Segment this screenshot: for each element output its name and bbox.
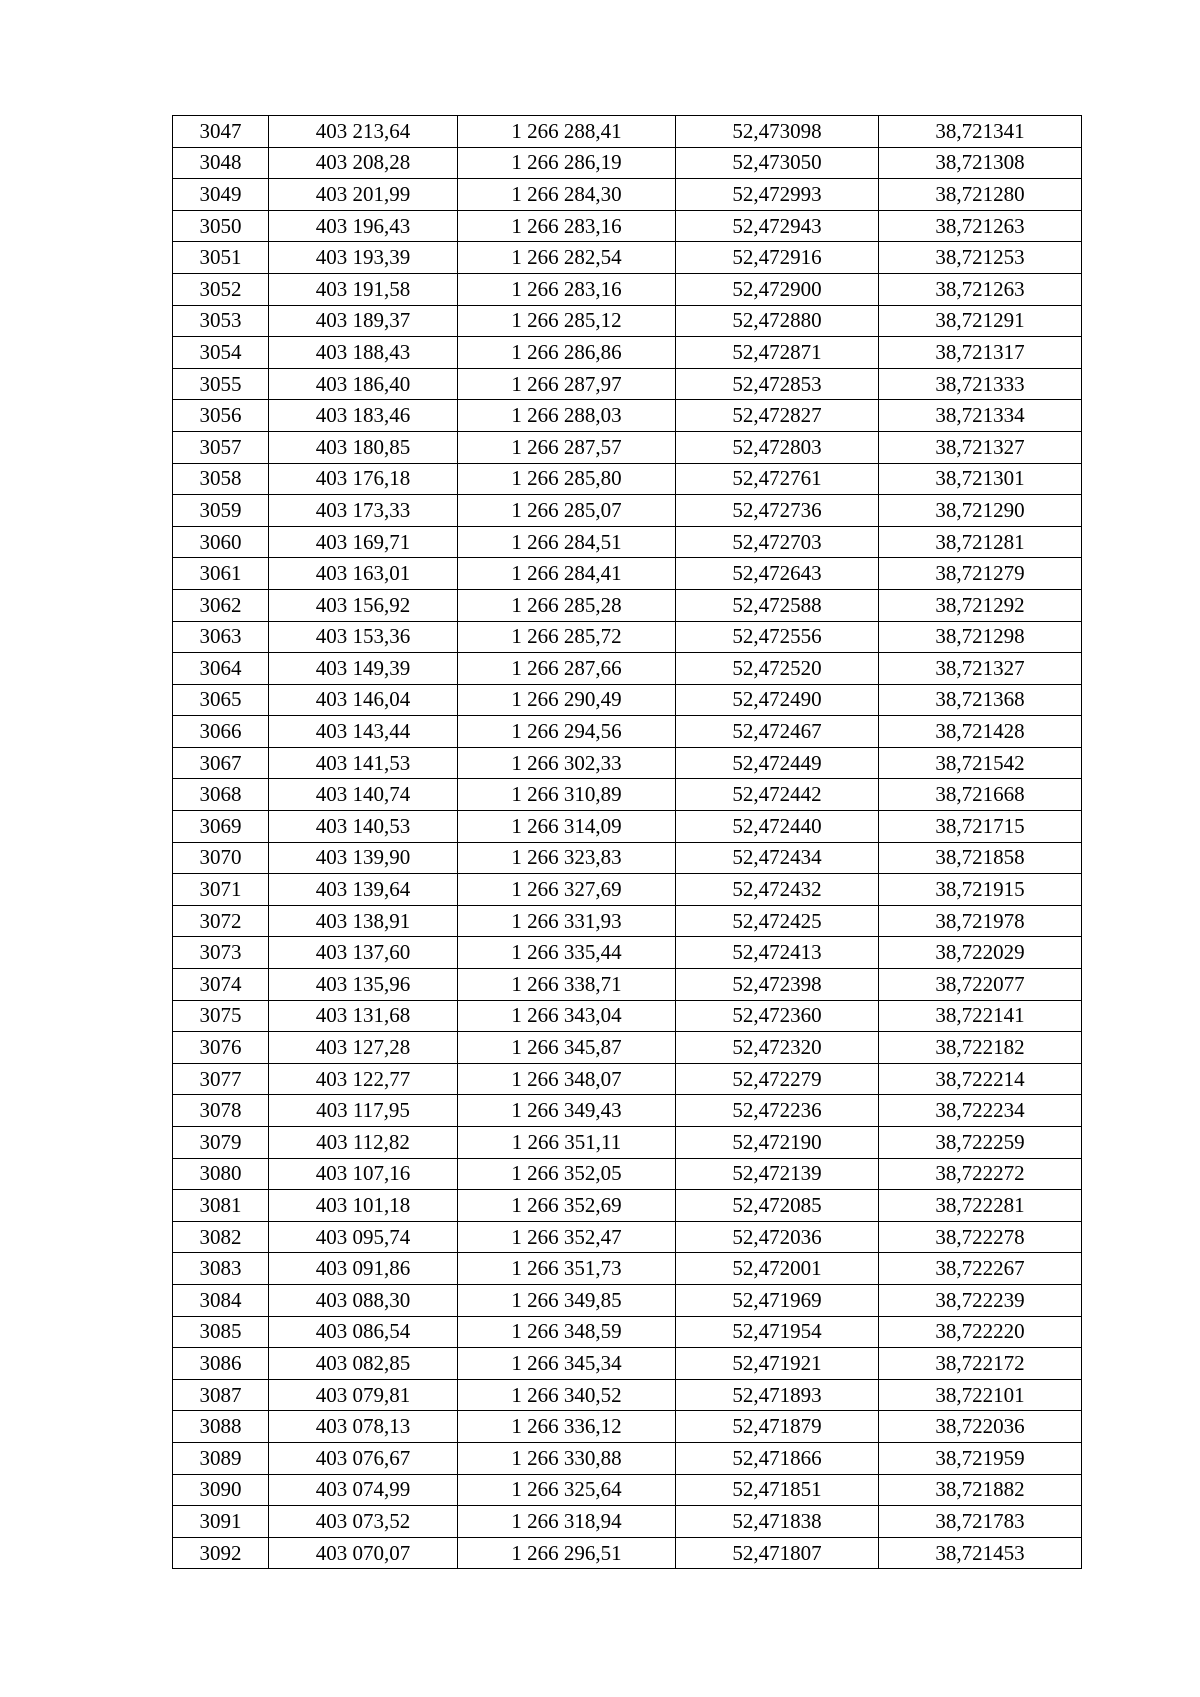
latitude-cell: 52,472036 (676, 1221, 879, 1253)
longitude-cell: 38,721279 (879, 558, 1082, 590)
x-coordinate-cell: 403 141,53 (269, 747, 458, 779)
coordinates-table-body (173, 116, 1082, 1569)
point-number-cell: 3077 (173, 1063, 269, 1095)
table-row (173, 400, 1082, 432)
x-coordinate-cell: 403 135,96 (269, 969, 458, 1001)
latitude-cell: 52,471921 (676, 1348, 879, 1380)
longitude-cell: 38,721298 (879, 621, 1082, 653)
point-number-cell: 3078 (173, 1095, 269, 1127)
x-coordinate-cell: 403 143,44 (269, 716, 458, 748)
longitude-cell: 38,721253 (879, 242, 1082, 274)
longitude-cell: 38,721301 (879, 463, 1082, 495)
table-row (173, 969, 1082, 1001)
point-number-cell: 3059 (173, 495, 269, 527)
point-number-cell: 3067 (173, 747, 269, 779)
longitude-cell: 38,721368 (879, 684, 1082, 716)
point-number-cell: 3083 (173, 1253, 269, 1285)
y-coordinate-cell: 1 266 345,34 (458, 1348, 676, 1380)
x-coordinate-cell: 403 070,07 (269, 1537, 458, 1569)
table-row (173, 1506, 1082, 1538)
y-coordinate-cell: 1 266 349,43 (458, 1095, 676, 1127)
latitude-cell: 52,471838 (676, 1506, 879, 1538)
point-number-cell: 3090 (173, 1474, 269, 1506)
y-coordinate-cell: 1 266 285,12 (458, 305, 676, 337)
longitude-cell: 38,722036 (879, 1411, 1082, 1443)
point-number-cell: 3092 (173, 1537, 269, 1569)
table-row (173, 811, 1082, 843)
latitude-cell: 52,472190 (676, 1127, 879, 1159)
latitude-cell: 52,472398 (676, 969, 879, 1001)
y-coordinate-cell: 1 266 302,33 (458, 747, 676, 779)
longitude-cell: 38,721292 (879, 589, 1082, 621)
point-number-cell: 3048 (173, 147, 269, 179)
x-coordinate-cell: 403 139,90 (269, 842, 458, 874)
y-coordinate-cell: 1 266 327,69 (458, 874, 676, 906)
longitude-cell: 38,721978 (879, 905, 1082, 937)
x-coordinate-cell: 403 208,28 (269, 147, 458, 179)
x-coordinate-cell: 403 163,01 (269, 558, 458, 590)
point-number-cell: 3057 (173, 431, 269, 463)
y-coordinate-cell: 1 266 290,49 (458, 684, 676, 716)
longitude-cell: 38,721334 (879, 400, 1082, 432)
latitude-cell: 52,472916 (676, 242, 879, 274)
x-coordinate-cell: 403 169,71 (269, 526, 458, 558)
table-row (173, 1221, 1082, 1253)
y-coordinate-cell: 1 266 352,47 (458, 1221, 676, 1253)
latitude-cell: 52,472490 (676, 684, 879, 716)
x-coordinate-cell: 403 112,82 (269, 1127, 458, 1159)
y-coordinate-cell: 1 266 284,51 (458, 526, 676, 558)
x-coordinate-cell: 403 153,36 (269, 621, 458, 653)
point-number-cell: 3063 (173, 621, 269, 653)
x-coordinate-cell: 403 201,99 (269, 179, 458, 211)
x-coordinate-cell: 403 076,67 (269, 1442, 458, 1474)
longitude-cell: 38,721915 (879, 874, 1082, 906)
longitude-cell: 38,721317 (879, 337, 1082, 369)
latitude-cell: 52,472643 (676, 558, 879, 590)
latitude-cell: 52,472703 (676, 526, 879, 558)
table-row (173, 779, 1082, 811)
latitude-cell: 52,471879 (676, 1411, 879, 1443)
latitude-cell: 52,472588 (676, 589, 879, 621)
latitude-cell: 52,472900 (676, 273, 879, 305)
y-coordinate-cell: 1 266 351,11 (458, 1127, 676, 1159)
y-coordinate-cell: 1 266 340,52 (458, 1379, 676, 1411)
longitude-cell: 38,721263 (879, 273, 1082, 305)
longitude-cell: 38,721959 (879, 1442, 1082, 1474)
latitude-cell: 52,472943 (676, 210, 879, 242)
latitude-cell: 52,472871 (676, 337, 879, 369)
point-number-cell: 3071 (173, 874, 269, 906)
point-number-cell: 3052 (173, 273, 269, 305)
x-coordinate-cell: 403 101,18 (269, 1190, 458, 1222)
x-coordinate-cell: 403 082,85 (269, 1348, 458, 1380)
x-coordinate-cell: 403 180,85 (269, 431, 458, 463)
y-coordinate-cell: 1 266 331,93 (458, 905, 676, 937)
point-number-cell: 3061 (173, 558, 269, 590)
longitude-cell: 38,722220 (879, 1316, 1082, 1348)
table-row (173, 526, 1082, 558)
point-number-cell: 3047 (173, 116, 269, 148)
latitude-cell: 52,472442 (676, 779, 879, 811)
y-coordinate-cell: 1 266 348,59 (458, 1316, 676, 1348)
table-row (173, 368, 1082, 400)
point-number-cell: 3088 (173, 1411, 269, 1443)
latitude-cell: 52,472236 (676, 1095, 879, 1127)
point-number-cell: 3073 (173, 937, 269, 969)
point-number-cell: 3069 (173, 811, 269, 843)
latitude-cell: 52,472880 (676, 305, 879, 337)
y-coordinate-cell: 1 266 336,12 (458, 1411, 676, 1443)
point-number-cell: 3064 (173, 653, 269, 685)
point-number-cell: 3068 (173, 779, 269, 811)
latitude-cell: 52,472993 (676, 179, 879, 211)
table-row (173, 305, 1082, 337)
y-coordinate-cell: 1 266 323,83 (458, 842, 676, 874)
x-coordinate-cell: 403 131,68 (269, 1000, 458, 1032)
latitude-cell: 52,473098 (676, 116, 879, 148)
point-number-cell: 3054 (173, 337, 269, 369)
y-coordinate-cell: 1 266 285,80 (458, 463, 676, 495)
longitude-cell: 38,721428 (879, 716, 1082, 748)
x-coordinate-cell: 403 191,58 (269, 273, 458, 305)
x-coordinate-cell: 403 078,13 (269, 1411, 458, 1443)
y-coordinate-cell: 1 266 286,86 (458, 337, 676, 369)
table-row (173, 874, 1082, 906)
y-coordinate-cell: 1 266 348,07 (458, 1063, 676, 1095)
point-number-cell: 3082 (173, 1221, 269, 1253)
table-row (173, 337, 1082, 369)
table-row (173, 558, 1082, 590)
point-number-cell: 3076 (173, 1032, 269, 1064)
point-number-cell: 3066 (173, 716, 269, 748)
longitude-cell: 38,722172 (879, 1348, 1082, 1380)
y-coordinate-cell: 1 266 345,87 (458, 1032, 676, 1064)
longitude-cell: 38,722281 (879, 1190, 1082, 1222)
x-coordinate-cell: 403 140,74 (269, 779, 458, 811)
table-row (173, 1411, 1082, 1443)
latitude-cell: 52,472853 (676, 368, 879, 400)
y-coordinate-cell: 1 266 349,85 (458, 1284, 676, 1316)
latitude-cell: 52,471893 (676, 1379, 879, 1411)
point-number-cell: 3058 (173, 463, 269, 495)
point-number-cell: 3084 (173, 1284, 269, 1316)
point-number-cell: 3089 (173, 1442, 269, 1474)
y-coordinate-cell: 1 266 283,16 (458, 210, 676, 242)
longitude-cell: 38,721341 (879, 116, 1082, 148)
longitude-cell: 38,722278 (879, 1221, 1082, 1253)
latitude-cell: 52,472085 (676, 1190, 879, 1222)
table-row (173, 716, 1082, 748)
y-coordinate-cell: 1 266 285,28 (458, 589, 676, 621)
table-row (173, 937, 1082, 969)
x-coordinate-cell: 403 213,64 (269, 116, 458, 148)
y-coordinate-cell: 1 266 338,71 (458, 969, 676, 1001)
longitude-cell: 38,721263 (879, 210, 1082, 242)
y-coordinate-cell: 1 266 284,30 (458, 179, 676, 211)
table-row (173, 1348, 1082, 1380)
x-coordinate-cell: 403 074,99 (269, 1474, 458, 1506)
longitude-cell: 38,721715 (879, 811, 1082, 843)
longitude-cell: 38,721858 (879, 842, 1082, 874)
longitude-cell: 38,722239 (879, 1284, 1082, 1316)
longitude-cell: 38,722029 (879, 937, 1082, 969)
x-coordinate-cell: 403 137,60 (269, 937, 458, 969)
longitude-cell: 38,722214 (879, 1063, 1082, 1095)
y-coordinate-cell: 1 266 343,04 (458, 1000, 676, 1032)
table-row (173, 1190, 1082, 1222)
latitude-cell: 52,472556 (676, 621, 879, 653)
table-row (173, 747, 1082, 779)
table-row (173, 463, 1082, 495)
latitude-cell: 52,472432 (676, 874, 879, 906)
y-coordinate-cell: 1 266 288,41 (458, 116, 676, 148)
y-coordinate-cell: 1 266 285,07 (458, 495, 676, 527)
latitude-cell: 52,472520 (676, 653, 879, 685)
table-row (173, 495, 1082, 527)
y-coordinate-cell: 1 266 318,94 (458, 1506, 676, 1538)
point-number-cell: 3070 (173, 842, 269, 874)
point-number-cell: 3055 (173, 368, 269, 400)
point-number-cell: 3086 (173, 1348, 269, 1380)
latitude-cell: 52,471866 (676, 1442, 879, 1474)
point-number-cell: 3081 (173, 1190, 269, 1222)
longitude-cell: 38,722077 (879, 969, 1082, 1001)
x-coordinate-cell: 403 149,39 (269, 653, 458, 685)
x-coordinate-cell: 403 079,81 (269, 1379, 458, 1411)
table-row (173, 1474, 1082, 1506)
y-coordinate-cell: 1 266 286,19 (458, 147, 676, 179)
x-coordinate-cell: 403 117,95 (269, 1095, 458, 1127)
point-number-cell: 3050 (173, 210, 269, 242)
latitude-cell: 52,471807 (676, 1537, 879, 1569)
latitude-cell: 52,472440 (676, 811, 879, 843)
y-coordinate-cell: 1 266 294,56 (458, 716, 676, 748)
table-row (173, 1063, 1082, 1095)
latitude-cell: 52,471969 (676, 1284, 879, 1316)
y-coordinate-cell: 1 266 325,64 (458, 1474, 676, 1506)
y-coordinate-cell: 1 266 310,89 (458, 779, 676, 811)
x-coordinate-cell: 403 073,52 (269, 1506, 458, 1538)
y-coordinate-cell: 1 266 287,66 (458, 653, 676, 685)
latitude-cell: 52,472425 (676, 905, 879, 937)
table-row (173, 179, 1082, 211)
y-coordinate-cell: 1 266 284,41 (458, 558, 676, 590)
longitude-cell: 38,721783 (879, 1506, 1082, 1538)
table-row (173, 621, 1082, 653)
longitude-cell: 38,721453 (879, 1537, 1082, 1569)
x-coordinate-cell: 403 186,40 (269, 368, 458, 400)
longitude-cell: 38,721327 (879, 431, 1082, 463)
x-coordinate-cell: 403 139,64 (269, 874, 458, 906)
x-coordinate-cell: 403 088,30 (269, 1284, 458, 1316)
table-row (173, 1442, 1082, 1474)
x-coordinate-cell: 403 122,77 (269, 1063, 458, 1095)
latitude-cell: 52,471954 (676, 1316, 879, 1348)
table-row (173, 431, 1082, 463)
x-coordinate-cell: 403 188,43 (269, 337, 458, 369)
longitude-cell: 38,721333 (879, 368, 1082, 400)
y-coordinate-cell: 1 266 335,44 (458, 937, 676, 969)
longitude-cell: 38,722272 (879, 1158, 1082, 1190)
latitude-cell: 52,472413 (676, 937, 879, 969)
longitude-cell: 38,721290 (879, 495, 1082, 527)
latitude-cell: 52,472761 (676, 463, 879, 495)
table-row (173, 116, 1082, 148)
latitude-cell: 52,472736 (676, 495, 879, 527)
longitude-cell: 38,721280 (879, 179, 1082, 211)
point-number-cell: 3053 (173, 305, 269, 337)
coordinates-table (172, 115, 1082, 1569)
y-coordinate-cell: 1 266 288,03 (458, 400, 676, 432)
table-row (173, 905, 1082, 937)
x-coordinate-cell: 403 146,04 (269, 684, 458, 716)
x-coordinate-cell: 403 183,46 (269, 400, 458, 432)
x-coordinate-cell: 403 176,18 (269, 463, 458, 495)
point-number-cell: 3049 (173, 179, 269, 211)
latitude-cell: 52,472001 (676, 1253, 879, 1285)
y-coordinate-cell: 1 266 330,88 (458, 1442, 676, 1474)
longitude-cell: 38,722234 (879, 1095, 1082, 1127)
x-coordinate-cell: 403 091,86 (269, 1253, 458, 1285)
longitude-cell: 38,721327 (879, 653, 1082, 685)
point-number-cell: 3087 (173, 1379, 269, 1411)
point-number-cell: 3080 (173, 1158, 269, 1190)
point-number-cell: 3085 (173, 1316, 269, 1348)
table-row (173, 842, 1082, 874)
longitude-cell: 38,722259 (879, 1127, 1082, 1159)
table-row (173, 1537, 1082, 1569)
longitude-cell: 38,721281 (879, 526, 1082, 558)
table-row (173, 147, 1082, 179)
y-coordinate-cell: 1 266 282,54 (458, 242, 676, 274)
latitude-cell: 52,472279 (676, 1063, 879, 1095)
table-row (173, 210, 1082, 242)
longitude-cell: 38,721308 (879, 147, 1082, 179)
latitude-cell: 52,472449 (676, 747, 879, 779)
point-number-cell: 3079 (173, 1127, 269, 1159)
y-coordinate-cell: 1 266 296,51 (458, 1537, 676, 1569)
table-row (173, 273, 1082, 305)
point-number-cell: 3060 (173, 526, 269, 558)
latitude-cell: 52,472320 (676, 1032, 879, 1064)
longitude-cell: 38,721291 (879, 305, 1082, 337)
longitude-cell: 38,722267 (879, 1253, 1082, 1285)
table-row (173, 1000, 1082, 1032)
latitude-cell: 52,472827 (676, 400, 879, 432)
x-coordinate-cell: 403 095,74 (269, 1221, 458, 1253)
table-row (173, 684, 1082, 716)
y-coordinate-cell: 1 266 352,69 (458, 1190, 676, 1222)
x-coordinate-cell: 403 156,92 (269, 589, 458, 621)
table-row (173, 1158, 1082, 1190)
table-row (173, 242, 1082, 274)
y-coordinate-cell: 1 266 283,16 (458, 273, 676, 305)
longitude-cell: 38,722101 (879, 1379, 1082, 1411)
table-row (173, 1032, 1082, 1064)
point-number-cell: 3065 (173, 684, 269, 716)
longitude-cell: 38,721542 (879, 747, 1082, 779)
table-row (173, 653, 1082, 685)
longitude-cell: 38,722182 (879, 1032, 1082, 1064)
y-coordinate-cell: 1 266 352,05 (458, 1158, 676, 1190)
table-row (173, 589, 1082, 621)
x-coordinate-cell: 403 196,43 (269, 210, 458, 242)
latitude-cell: 52,472360 (676, 1000, 879, 1032)
longitude-cell: 38,722141 (879, 1000, 1082, 1032)
y-coordinate-cell: 1 266 314,09 (458, 811, 676, 843)
x-coordinate-cell: 403 127,28 (269, 1032, 458, 1064)
x-coordinate-cell: 403 140,53 (269, 811, 458, 843)
latitude-cell: 52,472434 (676, 842, 879, 874)
x-coordinate-cell: 403 173,33 (269, 495, 458, 527)
y-coordinate-cell: 1 266 287,57 (458, 431, 676, 463)
latitude-cell: 52,472467 (676, 716, 879, 748)
table-row (173, 1316, 1082, 1348)
x-coordinate-cell: 403 193,39 (269, 242, 458, 274)
point-number-cell: 3074 (173, 969, 269, 1001)
table-row (173, 1253, 1082, 1285)
point-number-cell: 3051 (173, 242, 269, 274)
table-row (173, 1284, 1082, 1316)
y-coordinate-cell: 1 266 285,72 (458, 621, 676, 653)
longitude-cell: 38,721668 (879, 779, 1082, 811)
point-number-cell: 3062 (173, 589, 269, 621)
y-coordinate-cell: 1 266 351,73 (458, 1253, 676, 1285)
latitude-cell: 52,472139 (676, 1158, 879, 1190)
table-row (173, 1379, 1082, 1411)
y-coordinate-cell: 1 266 287,97 (458, 368, 676, 400)
x-coordinate-cell: 403 107,16 (269, 1158, 458, 1190)
longitude-cell: 38,721882 (879, 1474, 1082, 1506)
point-number-cell: 3075 (173, 1000, 269, 1032)
table-row (173, 1095, 1082, 1127)
point-number-cell: 3072 (173, 905, 269, 937)
table-row (173, 1127, 1082, 1159)
point-number-cell: 3056 (173, 400, 269, 432)
x-coordinate-cell: 403 138,91 (269, 905, 458, 937)
latitude-cell: 52,472803 (676, 431, 879, 463)
latitude-cell: 52,473050 (676, 147, 879, 179)
x-coordinate-cell: 403 189,37 (269, 305, 458, 337)
point-number-cell: 3091 (173, 1506, 269, 1538)
latitude-cell: 52,471851 (676, 1474, 879, 1506)
x-coordinate-cell: 403 086,54 (269, 1316, 458, 1348)
